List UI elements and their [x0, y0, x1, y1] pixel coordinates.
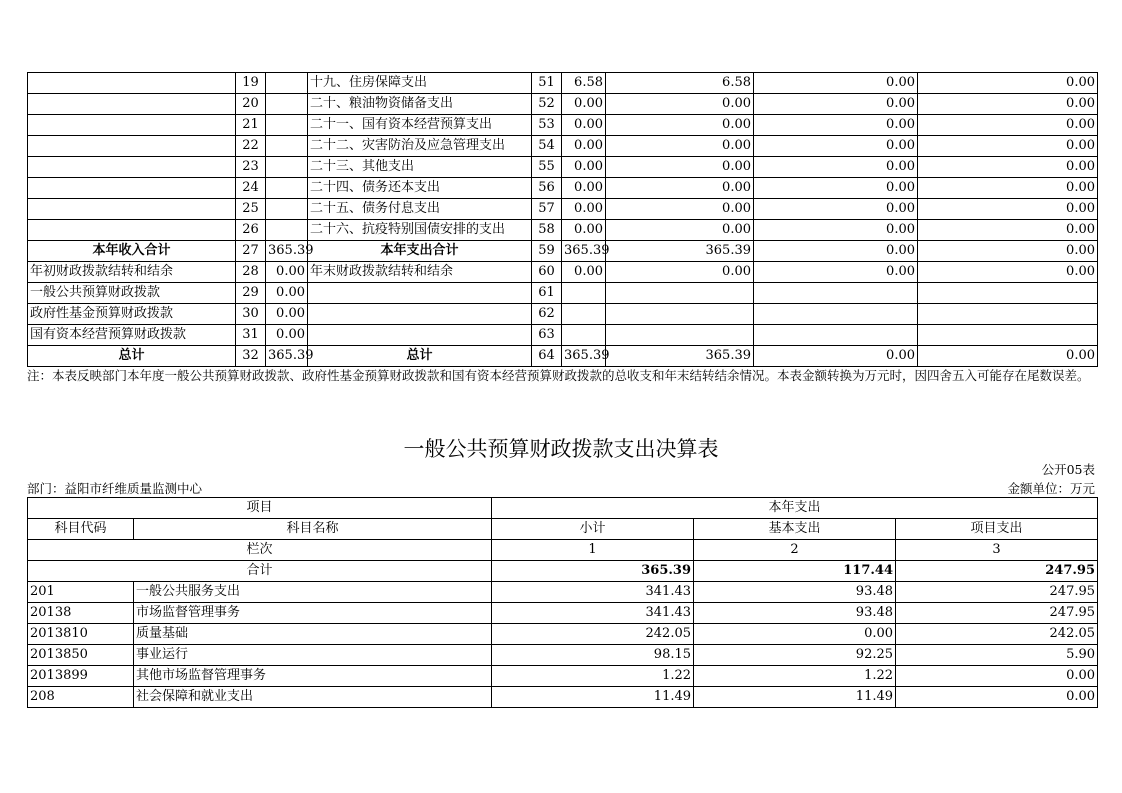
table-cell — [28, 157, 236, 178]
table-cell: 社会保障和就业支出 — [134, 687, 492, 708]
table-cell: 98.15 — [492, 645, 694, 666]
table-cell: 54 — [532, 136, 562, 157]
table-cell: 0.00 — [562, 262, 606, 283]
table-cell: 11.49 — [492, 687, 694, 708]
table-row — [28, 645, 1098, 666]
table-cell: 0.00 — [918, 115, 1098, 136]
table-cell: 0.00 — [562, 115, 606, 136]
financial-summary-table — [27, 72, 1098, 367]
table-row — [28, 220, 1098, 241]
table-cell: 63 — [532, 325, 562, 346]
table-cell: 0.00 — [754, 262, 918, 283]
table-cell: 一般公共服务支出 — [134, 582, 492, 603]
table-cell: 0.00 — [266, 325, 308, 346]
expenditure-body — [28, 582, 1098, 708]
table-row — [28, 666, 1098, 687]
table-cell: 23 — [236, 157, 266, 178]
table-cell: 365.39 — [266, 346, 308, 367]
table-cell: 208 — [28, 687, 134, 708]
table-cell — [266, 73, 308, 94]
table-row — [28, 603, 1098, 624]
expenditure-table — [27, 497, 1098, 708]
table-cell: 二十五、债务付息支出 — [308, 199, 532, 220]
table-cell: 2013850 — [28, 645, 134, 666]
table-cell: 0.00 — [562, 199, 606, 220]
table-cell: 0.00 — [606, 157, 754, 178]
table-cell — [266, 178, 308, 199]
table-cell: 365.39 — [562, 346, 606, 367]
table-note: 注：本表反映部门本年度一般公共预算财政拨款、政府性基金预算财政拨款和国有资本经营预算财政拨款的总收支和年末结转结余情况。本表金额转换为万元时，因四舍五入可能存在尾数误差。 — [27, 368, 1090, 383]
table-cell: 53 — [532, 115, 562, 136]
table-cell: 总计 — [308, 346, 532, 367]
table-cell: 0.00 — [606, 178, 754, 199]
table-cell: 0.00 — [918, 199, 1098, 220]
total-label: 合计 — [28, 561, 492, 582]
table-cell: 247.95 — [896, 582, 1098, 603]
table-cell: 质量基础 — [134, 624, 492, 645]
table-cell: 0.00 — [754, 157, 918, 178]
table-row — [28, 115, 1098, 136]
department-label: 部门：益阳市纤维质量监测中心 — [27, 481, 203, 496]
table-cell: 国有资本经营预算财政拨款 — [28, 325, 236, 346]
table-cell: 5.90 — [896, 645, 1098, 666]
total-row — [28, 561, 1098, 582]
table-cell: 0.00 — [606, 94, 754, 115]
table-cell: 十九、住房保障支出 — [308, 73, 532, 94]
table-cell: 二十二、灾害防治及应急管理支出 — [308, 136, 532, 157]
table-cell: 0.00 — [606, 136, 754, 157]
table-row — [28, 624, 1098, 645]
table-cell: 本年支出合计 — [308, 241, 532, 262]
table-cell: 57 — [532, 199, 562, 220]
table-cell: 341.43 — [492, 603, 694, 624]
table-row — [28, 346, 1098, 367]
table-cell: 事业运行 — [134, 645, 492, 666]
table-cell — [266, 94, 308, 115]
table-cell: 0.00 — [896, 687, 1098, 708]
table-cell: 6.58 — [606, 73, 754, 94]
col-basic-header: 基本支出 — [694, 519, 896, 540]
table-row — [28, 136, 1098, 157]
table-cell — [28, 115, 236, 136]
table-cell: 0.00 — [562, 178, 606, 199]
table-cell: 0.00 — [266, 262, 308, 283]
page-title: 一般公共预算财政拨款支出决算表 — [403, 437, 719, 461]
table-cell — [28, 220, 236, 241]
table-row — [28, 94, 1098, 115]
table-cell: 1.22 — [694, 666, 896, 687]
table-cell: 29 — [236, 283, 266, 304]
table-cell: 0.00 — [754, 94, 918, 115]
table-cell — [266, 136, 308, 157]
table-row — [28, 283, 1098, 304]
table-cell: 365.39 — [606, 346, 754, 367]
table-cell: 365.39 — [562, 241, 606, 262]
table-cell: 59 — [532, 241, 562, 262]
table-cell: 二十、粮油物资储备支出 — [308, 94, 532, 115]
column-number: 3 — [896, 540, 1098, 561]
table-cell: 年末财政拨款结转和结余 — [308, 262, 532, 283]
table-cell: 0.00 — [606, 220, 754, 241]
table-cell — [308, 325, 532, 346]
table-cell: 1.22 — [492, 666, 694, 687]
table-cell: 0.00 — [918, 241, 1098, 262]
table-cell: 58 — [532, 220, 562, 241]
table-cell: 0.00 — [754, 136, 918, 157]
col-name-header: 科目名称 — [134, 519, 492, 540]
table-cell: 0.00 — [754, 115, 918, 136]
table-row — [28, 582, 1098, 603]
column-number-row — [28, 540, 1098, 561]
table-cell: 市场监督管理事务 — [134, 603, 492, 624]
table-cell: 52 — [532, 94, 562, 115]
table-cell: 0.00 — [754, 178, 918, 199]
table-cell: 93.48 — [694, 603, 896, 624]
table-row — [28, 687, 1098, 708]
total-value: 117.44 — [694, 561, 896, 582]
table-cell: 0.00 — [896, 666, 1098, 687]
table-cell — [308, 304, 532, 325]
table-cell: 2013810 — [28, 624, 134, 645]
table-cell: 242.05 — [896, 624, 1098, 645]
table-cell — [308, 283, 532, 304]
table-cell — [562, 325, 606, 346]
col-project-header: 项目支出 — [896, 519, 1098, 540]
table-cell: 247.95 — [896, 603, 1098, 624]
table-row — [28, 157, 1098, 178]
table-cell: 27 — [236, 241, 266, 262]
total-value: 365.39 — [492, 561, 694, 582]
table-cell — [918, 304, 1098, 325]
table-cell: 0.00 — [606, 115, 754, 136]
table-cell: 0.00 — [606, 199, 754, 220]
table-row — [28, 262, 1098, 283]
table-cell: 0.00 — [754, 346, 918, 367]
table-cell: 总计 — [28, 346, 236, 367]
table-cell: 32 — [236, 346, 266, 367]
table-row — [28, 199, 1098, 220]
table-cell: 365.39 — [266, 241, 308, 262]
table-cell: 0.00 — [606, 262, 754, 283]
table-cell: 0.00 — [918, 157, 1098, 178]
table-cell: 0.00 — [754, 241, 918, 262]
table-cell — [266, 157, 308, 178]
table-cell: 其他市场监督管理事务 — [134, 666, 492, 687]
header-current-year: 本年支出 — [492, 498, 1098, 519]
table-cell: 28 — [236, 262, 266, 283]
table-row — [28, 178, 1098, 199]
table-cell: 0.00 — [754, 199, 918, 220]
table-cell: 55 — [532, 157, 562, 178]
table-cell: 25 — [236, 199, 266, 220]
table-cell: 341.43 — [492, 582, 694, 603]
table-cell — [266, 220, 308, 241]
table-cell: 二十三、其他支出 — [308, 157, 532, 178]
table-cell: 19 — [236, 73, 266, 94]
table-cell — [28, 73, 236, 94]
table-cell: 30 — [236, 304, 266, 325]
table-cell: 56 — [532, 178, 562, 199]
table-cell: 6.58 — [562, 73, 606, 94]
table-cell: 二十一、国有资本经营预算支出 — [308, 115, 532, 136]
table-cell — [266, 199, 308, 220]
table-cell: 365.39 — [606, 241, 754, 262]
table-cell: 0.00 — [562, 157, 606, 178]
table-cell: 51 — [532, 73, 562, 94]
column-number: 1 — [492, 540, 694, 561]
header-row — [28, 498, 1098, 519]
unit-label: 金额单位：万元 — [1007, 481, 1095, 496]
col-code-header: 科目代码 — [28, 519, 134, 540]
table-cell — [918, 283, 1098, 304]
table-cell: 60 — [532, 262, 562, 283]
table-cell — [562, 304, 606, 325]
table-row — [28, 73, 1098, 94]
table-cell: 242.05 — [492, 624, 694, 645]
table-cell: 0.00 — [562, 94, 606, 115]
table-cell — [28, 94, 236, 115]
table-cell: 0.00 — [266, 304, 308, 325]
table-row — [28, 325, 1098, 346]
table-cell: 24 — [236, 178, 266, 199]
header-row — [28, 519, 1098, 540]
table-cell: 0.00 — [918, 94, 1098, 115]
table-cell — [754, 304, 918, 325]
table-cell: 0.00 — [918, 136, 1098, 157]
table-cell: 22 — [236, 136, 266, 157]
financial-summary-body — [28, 73, 1098, 367]
table-cell — [754, 325, 918, 346]
table-cell: 64 — [532, 346, 562, 367]
table-cell — [918, 325, 1098, 346]
total-value: 247.95 — [896, 561, 1098, 582]
table-cell: 0.00 — [754, 220, 918, 241]
table-cell: 0.00 — [918, 220, 1098, 241]
table-cell — [606, 304, 754, 325]
column-number-label: 栏次 — [28, 540, 492, 561]
col-subtotal-header: 小计 — [492, 519, 694, 540]
table-cell: 0.00 — [562, 220, 606, 241]
table-code: 公开05表 — [1041, 462, 1095, 477]
table-cell: 0.00 — [266, 283, 308, 304]
table-cell: 11.49 — [694, 687, 896, 708]
table-cell — [28, 178, 236, 199]
table-cell: 0.00 — [918, 178, 1098, 199]
table-cell: 0.00 — [694, 624, 896, 645]
table-cell: 92.25 — [694, 645, 896, 666]
table-cell — [754, 283, 918, 304]
table-cell: 61 — [532, 283, 562, 304]
table-cell: 201 — [28, 582, 134, 603]
table-cell: 年初财政拨款结转和结余 — [28, 262, 236, 283]
table-cell — [28, 199, 236, 220]
column-number: 2 — [694, 540, 896, 561]
table-cell: 一般公共预算财政拨款 — [28, 283, 236, 304]
table-cell — [266, 115, 308, 136]
table-cell — [606, 283, 754, 304]
table-cell: 31 — [236, 325, 266, 346]
table-cell — [606, 325, 754, 346]
table-row — [28, 241, 1098, 262]
table-cell: 二十六、抗疫特别国债安排的支出 — [308, 220, 532, 241]
table-cell: 二十四、债务还本支出 — [308, 178, 532, 199]
table-cell: 0.00 — [562, 136, 606, 157]
table-cell: 20 — [236, 94, 266, 115]
table-cell — [28, 136, 236, 157]
table-cell: 0.00 — [754, 73, 918, 94]
table-cell: 0.00 — [918, 73, 1098, 94]
table-cell: 政府性基金预算财政拨款 — [28, 304, 236, 325]
table-cell: 0.00 — [918, 346, 1098, 367]
table-cell: 93.48 — [694, 582, 896, 603]
table-cell — [562, 283, 606, 304]
table-cell: 0.00 — [918, 262, 1098, 283]
table-row — [28, 304, 1098, 325]
table-cell: 62 — [532, 304, 562, 325]
header-item: 项目 — [28, 498, 492, 519]
table-cell: 2013899 — [28, 666, 134, 687]
table-cell: 21 — [236, 115, 266, 136]
table-cell: 20138 — [28, 603, 134, 624]
table-cell: 26 — [236, 220, 266, 241]
table-cell: 本年收入合计 — [28, 241, 236, 262]
